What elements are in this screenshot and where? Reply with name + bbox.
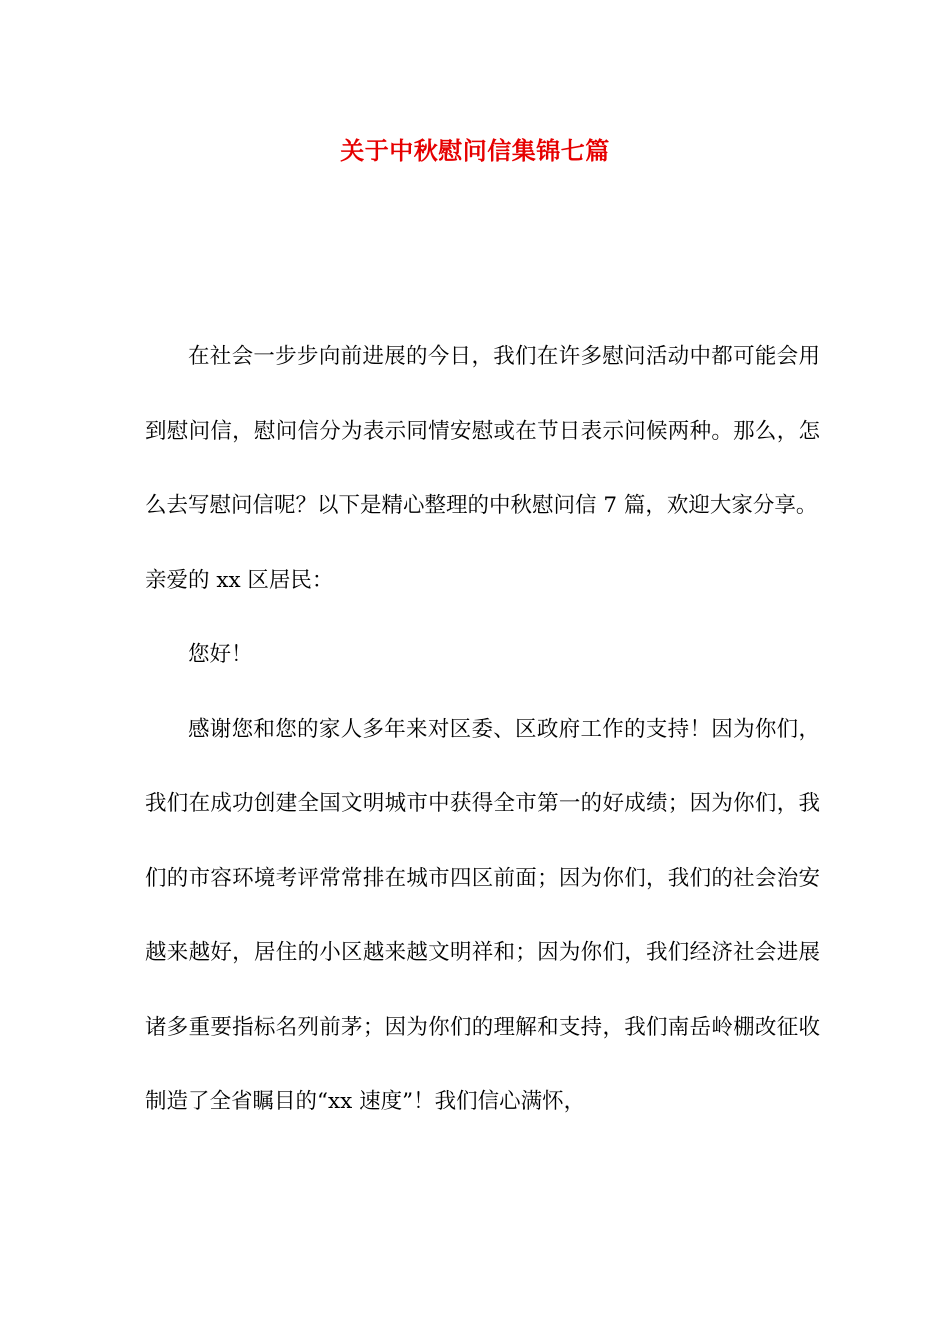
- intro-paragraph: 在社会一步步向前进展的今日，我们在许多慰问活动中都可能会用到慰问信，慰问信分为表示同情安慰或在节日表示问候两种。那么，怎么去写慰问信呢？以下是精心整理的中秋慰问信 7 篇，欢迎大家分享。: [145, 344, 820, 518]
- document-title: 关于中秋慰问信集锦七篇: [340, 137, 610, 165]
- salutation-line: 亲爱的 xx 区居民：: [145, 567, 334, 593]
- letter-body-paragraph: 感谢您和您的家人多年来对区委、区政府工作的支持！因为你们，我们在成功创建全国文明城市中获得全市第一的好成绩；因为你们，我们的市容环境考评常常排在城市四区前面；因为你们，我们的社会治安越来越好，居住的小区越来越文明祥和；因为你们，我们经济社会进展诸多重要指标名列前茅；因为你们的理解和支持，我们南岳岭棚改征收制造了全省瞩目的“xx 速度”！我们信心满怀，: [145, 716, 820, 1114]
- document-body: [145, 320, 820, 1140]
- greeting-line: 您好！: [188, 642, 253, 667]
